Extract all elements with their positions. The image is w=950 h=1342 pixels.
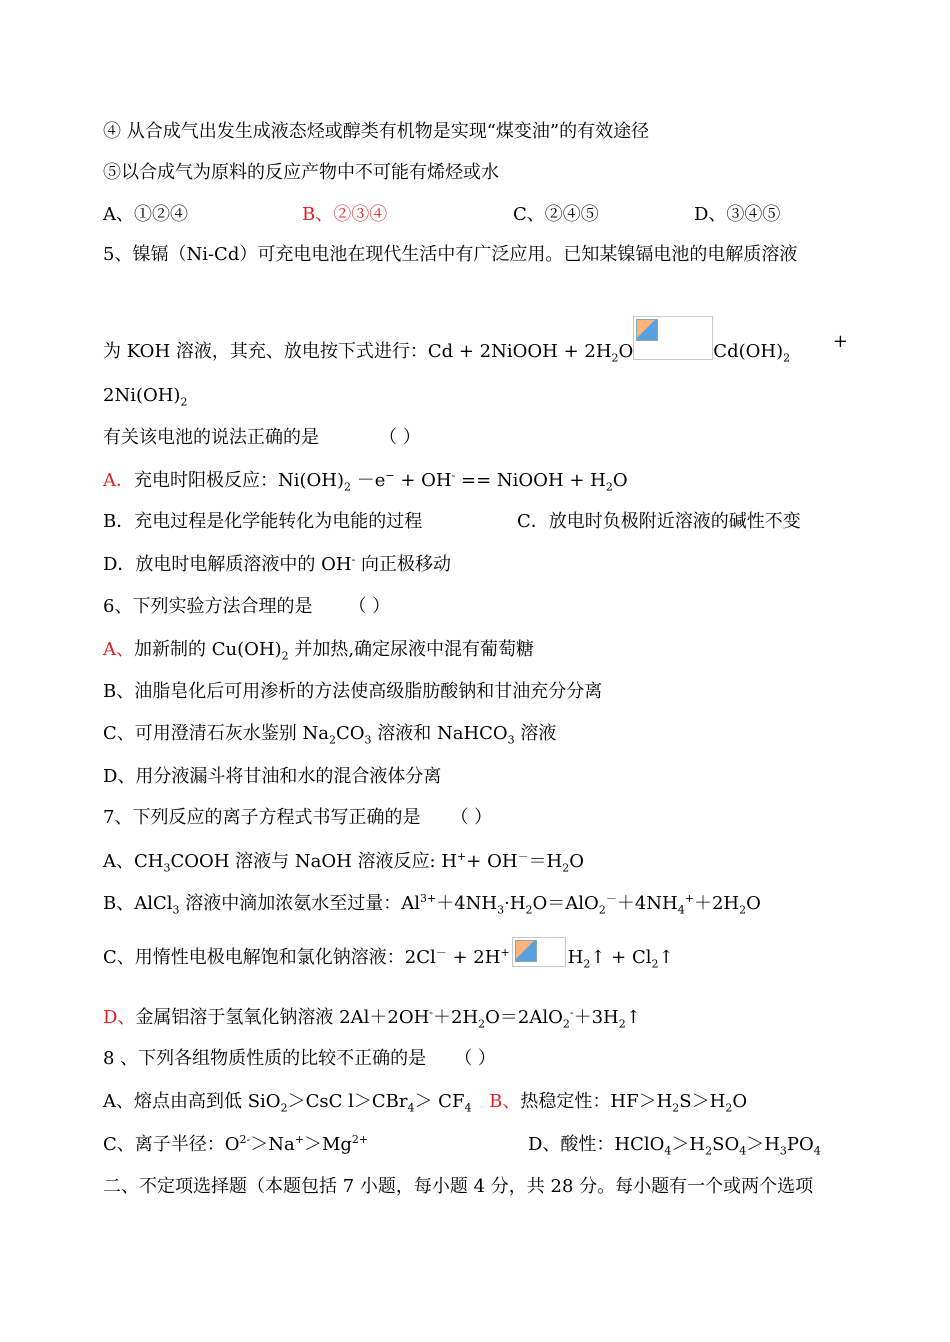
q4-option-a: A、①②④ [103,204,188,225]
broken-image-icon [636,319,658,341]
broken-image-icon [515,940,537,962]
q7-question: 7、下列反应的离子方程式书写正确的是 （ ） [103,807,493,828]
q7-option-b: B、AlCl$_3$ 溶液中滴加浓氨水至过量：$Al^{3+}+4NH_3\cdot H_2O=AlO_2^-+4NH_4^++2H_2O$ [103,892,761,917]
q8-option-b: B、热稳定性：$HF>H_2S>H_2O$ [489,1091,748,1115]
q5-stem-line3: $2Ni(OH)_2$ [103,385,188,409]
q5-stem-text: 为 KOH 溶液，其充、放电按下式进行：Cd + 2NiOOH + $2H_2O$ $Cd(OH)_2$ [103,330,790,374]
q6-question: 6、下列实验方法合理的是 （ ） [103,596,391,617]
q8-question: 8 、下列各组物质性质的比较不正确的是 （ ） [103,1048,496,1069]
q5-option-b: B．充电过程是化学能转化为电能的过程 [103,511,423,532]
q7-option-d: D、金属铝溶于氢氧化钠溶液 $2Al+2OH^-+2H_2O=2AlO_2^-+3H_2↑$ [103,1006,641,1031]
q7-option-a: A、$CH_3COOH$ 溶液与 NaOH 溶液反应: $H^++ OH^-=H_2O$ [103,850,584,875]
q5-stem-line2 [103,330,848,374]
q4-option-b: B、②③④ [302,204,388,225]
section-2-heading: 二、不定项选择题（本题包括 7 小题，每小题 4 分，共 28 分。每小题有一个或两个选项 [103,1176,814,1197]
statement-4: ④ 从合成气出发生成液态烃或醇类有机物是实现“煤变油”的有效途径 [103,121,650,142]
q6-option-a: A、加新制的 $Cu(OH)_2$ 并加热,确定尿液中混有葡萄糖 [103,639,535,663]
q4-option-d: D、③④⑤ [694,204,781,225]
statement-5: ⑤以合成气为原料的反应产物中不可能有烯烃或水 [103,162,499,183]
q8-option-c: C、离子半径：$O^{2-}>Na^+>Mg^{2+}$ [103,1133,369,1155]
electrolysis-condition-image [512,937,566,967]
q6-option-d: D、用分液漏斗将甘油和水的混合液体分离 [103,766,442,787]
q5-options-bc [103,510,863,534]
q7-option-c: C、用惰性电极电解饱和氯化钠溶液：2Cl－ + 2H+ $H_2↑$ + $Cl_2↑$ [103,943,674,973]
q5-option-d: D．放电时电解质溶液中的 OH- 向正极移动 [103,553,452,575]
equation-image [633,316,713,360]
q8-options-cd [103,1133,843,1157]
q5-plus: + [832,331,848,352]
q8-option-a: A、熔点由高到低 SiO$_2$＞CsC $l>CBr_4> CF_4$ [103,1091,472,1115]
q4-option-c: C、②④⑤ [513,204,599,225]
q5-stem-line1: 5、镍镉（Ni-Cd）可充电电池在现代生活中有广泛应用。已知某镍镉电池的电解质溶液 [103,244,798,265]
q5-question: 有关该电池的说法正确的是 （ ） [103,427,421,448]
q5-option-a: A．充电时阳极反应：$Ni(OH)_2 -e^- + OH^-$ == NiOOH + $H_2O$ [103,469,628,494]
q6-option-c: C、可用澄清石灰水鉴别 $Na_2CO_3$ 溶液和 NaHCO$_3$ 溶液 [103,723,557,747]
q5-option-c: C．放电时负极附近溶液的碱性不变 [517,511,801,532]
q8-option-d: D、酸性：$HClO_4>H_2SO_4>H_3PO_4$ [528,1134,821,1158]
q8-options-ab [103,1090,747,1114]
q6-option-b: B、油脂皂化后可用渗析的方法使高级脂肪酸钠和甘油充分分离 [103,681,603,702]
